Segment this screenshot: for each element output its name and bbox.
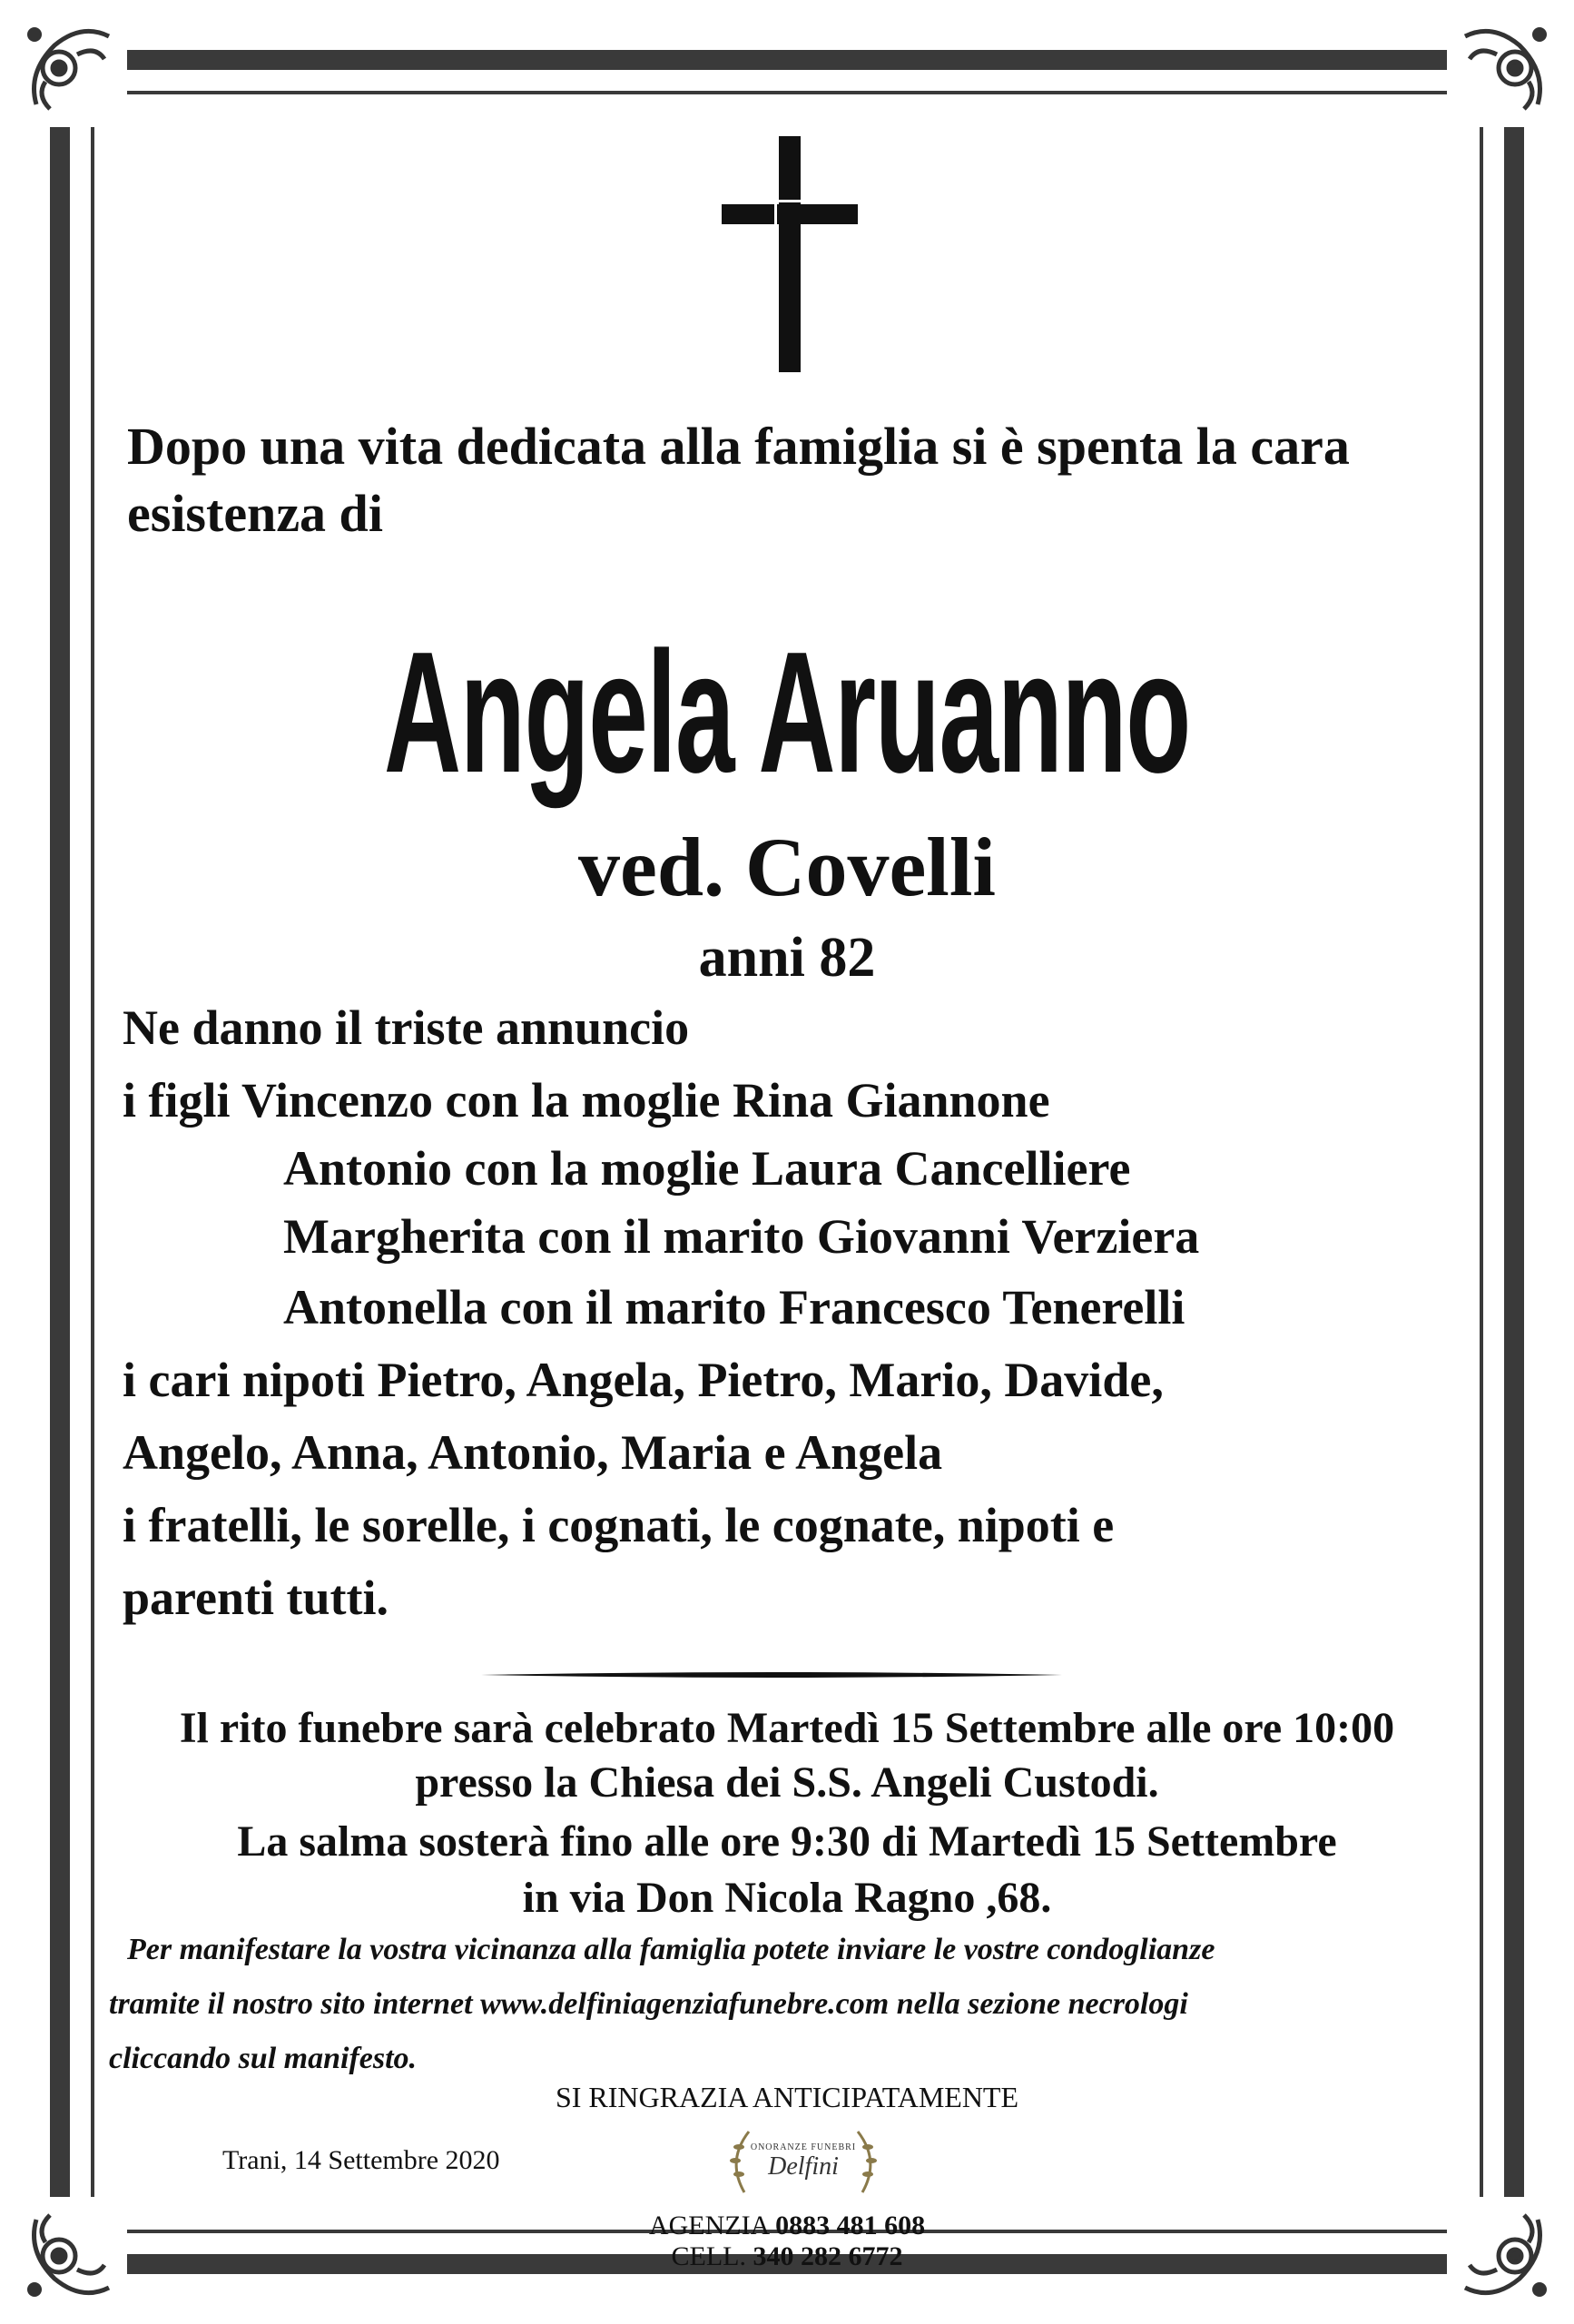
agency-logo-text bbox=[726, 2142, 880, 2181]
condolence-line: tramite il nostro sito internet www.delfiniagenziafunebre.com nella sezione necrologi bbox=[109, 1987, 1188, 2021]
agency-logo-name: Delfini bbox=[768, 2152, 839, 2181]
age: anni 82 bbox=[698, 927, 876, 989]
condolence-line: cliccando sul manifesto. bbox=[109, 2042, 418, 2075]
deceased-name: Angela Aruanno bbox=[383, 616, 1190, 809]
cell-phone-line bbox=[0, 2241, 1574, 2272]
ceremony-line: in via Don Nicola Ragno ,68. bbox=[522, 1874, 1052, 1922]
cell-label: CELL. bbox=[671, 2241, 753, 2271]
agency-contacts bbox=[0, 2211, 1574, 2272]
announce-line: i cari nipoti Pietro, Angela, Pietro, Mario, Davide, bbox=[123, 1353, 1164, 1407]
thanks-text: SI RINGRAZIA ANTICIPATAMENTE bbox=[555, 2081, 1019, 2113]
agency-phone-line bbox=[0, 2211, 1574, 2241]
ceremony-line: La salma sosterà fino alle ore 9:30 di Martedì 15 Settembre bbox=[237, 1817, 1337, 1866]
announce-line: parenti tutti. bbox=[123, 1571, 389, 1625]
announce-line: Angelo, Anna, Antonio, Maria e Angela bbox=[123, 1425, 943, 1480]
cell-phone: 340 282 6772 bbox=[753, 2241, 903, 2271]
announce-line: Antonio con la moglie Laura Cancelliere bbox=[283, 1141, 1131, 1196]
corner-ornament-icon bbox=[18, 18, 127, 127]
announce-line: Margherita con il marito Giovanni Verziera bbox=[283, 1209, 1200, 1264]
ceremony-line: presso la Chiesa dei S.S. Angeli Custodi. bbox=[415, 1758, 1159, 1807]
widow-of: ved. Covelli bbox=[578, 821, 996, 913]
agency-label: AGENZIA bbox=[648, 2211, 776, 2240]
divider bbox=[481, 1670, 1062, 1679]
place-date: Trani, 14 Settembre 2020 bbox=[222, 2145, 500, 2175]
ceremony-line: Il rito funebre sarà celebrato Martedì 15 Settembre alle ore 10:00 bbox=[179, 1704, 1395, 1752]
announce-line: Antonella con il marito Francesco Tenerelli bbox=[283, 1280, 1185, 1334]
condolence-line: Per manifestare la vostra vicinanza alla famiglia potete inviare le vostre condoglianze bbox=[127, 1933, 1215, 1966]
announce-line: i fratelli, le sorelle, i cognati, le cognate, nipoti e bbox=[123, 1498, 1115, 1552]
cross-icon bbox=[722, 136, 858, 372]
announce-line: i figli Vincenzo con la moglie Rina Giannone bbox=[123, 1073, 1050, 1128]
agency-logo-caption: ONORANZE FUNEBRI bbox=[750, 2142, 857, 2152]
announce-line: Ne danno il triste annuncio bbox=[123, 1000, 690, 1055]
agency-phone: 0883 481 608 bbox=[775, 2211, 926, 2240]
intro-text: Dopo una vita dedicata alla famiglia si è spenta la cara esistenza di bbox=[127, 417, 1350, 543]
corner-ornament-icon bbox=[1447, 18, 1556, 127]
